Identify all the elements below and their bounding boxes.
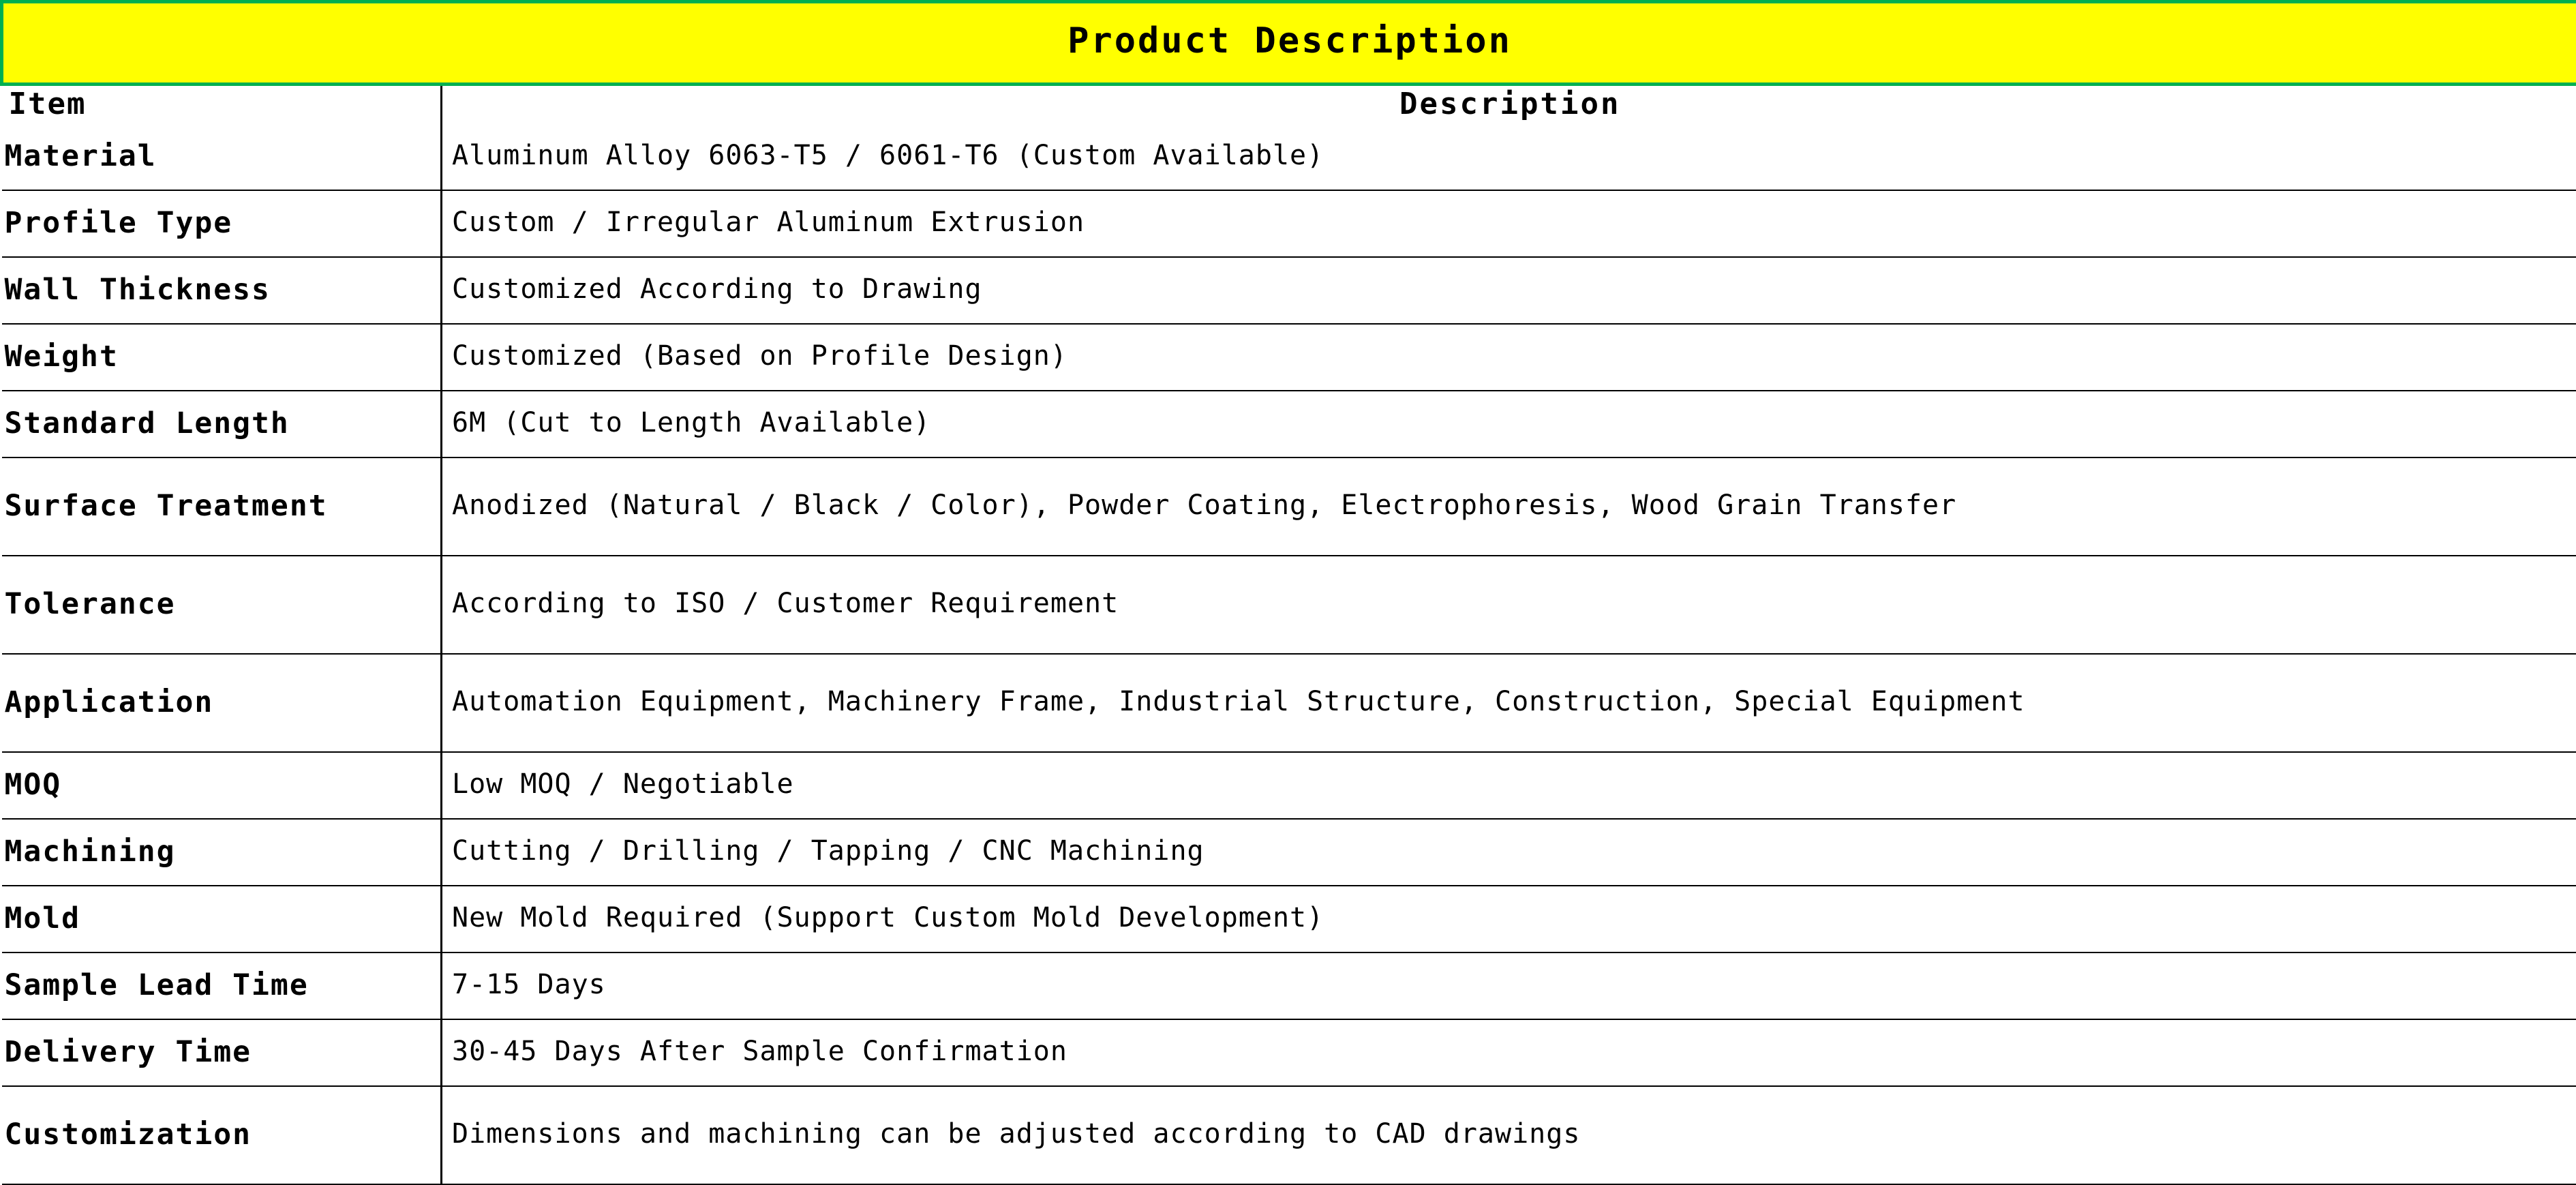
row-item-label: Weight [2,324,442,391]
row-item-value: 6M (Cut to Length Available) [442,391,2576,457]
row-item-label: Wall Thickness [2,257,442,324]
row-item-label: Application [2,654,442,752]
row-item-value: 7-15 Days [442,952,2576,1019]
row-item-label: Sample Lead Time [2,952,442,1019]
column-header-description: Description [442,85,2576,125]
row-item-value: Cutting / Drilling / Tapping / CNC Machining [442,819,2576,886]
row-item-value: Low MOQ / Negotiable [442,752,2576,819]
table-row [2,952,2576,1019]
row-item-label: Surface Treatment [2,457,442,556]
row-item-value: Aluminum Alloy 6063-T5 / 6061-T6 (Custom Available) [442,124,2576,190]
row-item-value: Dimensions and machining can be adjusted according to CAD drawings [442,1086,2576,1184]
table-row [2,556,2576,654]
row-item-label: Machining [2,819,442,886]
table-row [2,752,2576,819]
row-item-label: Tolerance [2,556,442,654]
table-row [2,124,2576,190]
row-item-value: 30-45 Days After Sample Confirmation [442,1019,2576,1086]
table-row [2,819,2576,886]
row-item-label: Mold [2,886,442,952]
row-item-label: MOQ [2,752,442,819]
row-item-value: According to ISO / Customer Requirement [442,556,2576,654]
row-item-value: New Mold Required (Support Custom Mold Development) [442,886,2576,952]
column-header-item: Item [2,85,442,125]
title-row [2,2,2576,85]
table-body [2,2,2576,1185]
table-row [2,654,2576,752]
table-row [2,257,2576,324]
page-title: Product Description [2,2,2576,85]
table-row [2,1019,2576,1086]
table-row [2,190,2576,257]
row-item-label: Profile Type [2,190,442,257]
row-item-label: Material [2,124,442,190]
row-item-value: Anodized (Natural / Black / Color), Powder Coating, Electrophoresis, Wood Grain Transfer [442,457,2576,556]
row-item-label: Delivery Time [2,1019,442,1086]
table-header-row [2,85,2576,125]
table-row [2,1086,2576,1184]
row-item-value: Automation Equipment, Machinery Frame, Industrial Structure, Construction, Special Equipment [442,654,2576,752]
row-item-value: Customized According to Drawing [442,257,2576,324]
row-item-label: Standard Length [2,391,442,457]
row-item-label: Customization [2,1086,442,1184]
table-row [2,886,2576,952]
row-item-value: Customized (Based on Profile Design) [442,324,2576,391]
row-item-value: Custom / Irregular Aluminum Extrusion [442,190,2576,257]
table-row [2,457,2576,556]
table-row [2,324,2576,391]
table-row [2,391,2576,457]
